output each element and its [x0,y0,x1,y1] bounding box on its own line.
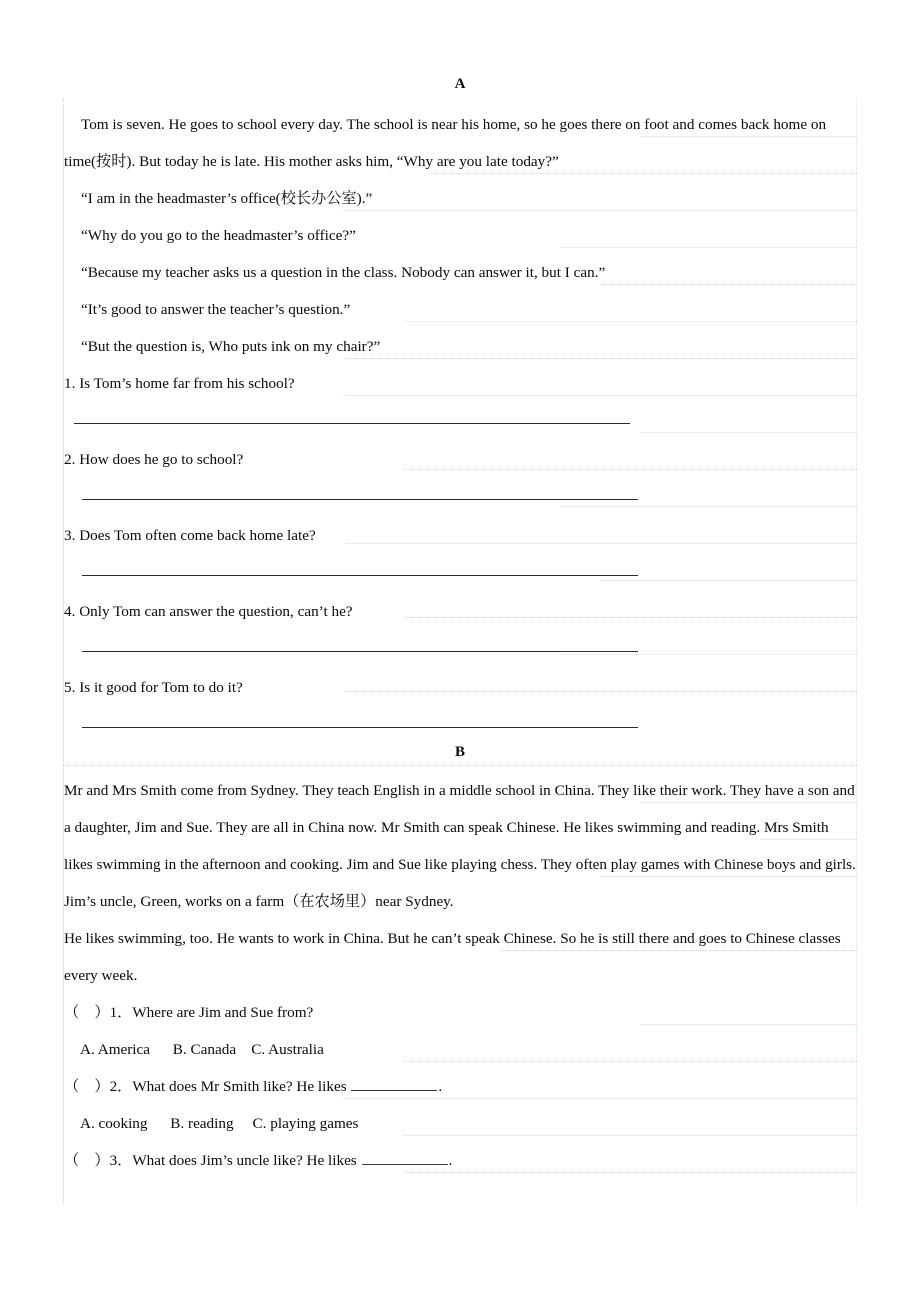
passage-b-paragraph-3: He likes swimming, too. He wants to work in China. But he can’t speak Chinese. So he is still there and goes to Chinese classes every week. [64,930,841,984]
passage-a-paragraph-4: “Because my teacher asks us a question in the class. Nobody can answer it, but I can.” [81,264,606,281]
mc-question-2 [64,1068,856,1105]
answer-line-a-2[interactable] [82,499,638,500]
section-label-b: B [454,744,465,760]
mc-question-2-trailing: . [438,1078,443,1095]
question-a-4: 4. Only Tom can answer the question, can’t he? [64,603,353,620]
mc-question-3-prefix[interactable]: （ ）3． [64,1152,133,1169]
mc-question-1-stem: Where are Jim and Sue from? [132,1004,314,1021]
passage-a-paragraph-3: “Why do you go to the headmaster’s office?” [81,227,356,244]
answer-line-a-4[interactable] [82,651,638,652]
mc-options-1 [64,1031,856,1068]
mc-options-2 [64,1105,856,1142]
mc-option-1-b[interactable]: B. Canada [172,1041,237,1058]
answer-line-a-5[interactable] [82,727,638,728]
mc-question-2-prefix[interactable]: （ ）2． [64,1078,133,1095]
mc-option-2-c[interactable]: C. playing games [252,1115,359,1132]
answer-line-a-1[interactable] [74,423,630,424]
mc-question-1 [64,994,856,1031]
question-a-5: 5. Is it good for Tom to do it? [64,679,243,696]
passage-a-paragraph-5: “It’s good to answer the teacher’s question.” [81,301,351,318]
answer-line-a-3[interactable] [82,575,638,576]
mc-question-1-prefix[interactable]: （ ）1． [64,1004,133,1021]
mc-question-2-blank[interactable] [351,1077,437,1091]
mc-question-3-stem: What does Jim’s uncle like? He likes [132,1152,361,1169]
question-a-3: 3. Does Tom often come back home late? [64,527,316,544]
mc-question-3-blank[interactable] [362,1151,448,1165]
mc-option-2-a[interactable]: A. cooking [80,1115,148,1132]
passage-b-paragraph-1: Mr and Mrs Smith come from Sydney. They teach English in a middle school in China. They like their work. They have a son and a daughter, Jim and Sue. They are all in China now. Mr Smith can speak Chinese. He likes swimming and reading. Mrs Smith likes swimming in the afternoon and cooking. Jim and Sue like playing chess. They often play games with Chinese boys and girls. [64,782,856,873]
mc-option-1-a[interactable]: A. America [80,1041,151,1058]
passage-b-paragraph-2: Jim’s uncle, Green, works on a farm（在农场里）near Sydney. [64,893,454,910]
section-label-a: A [454,76,466,92]
mc-question-2-stem: What does Mr Smith like? He likes [132,1078,351,1095]
passage-a-paragraph-1: Tom is seven. He goes to school every day. The school is near his home, so he goes there on foot and comes back home on time(按时). But today he is late. His mother asks him, “Why are you late today?” [64,116,827,170]
mc-question-3 [64,1142,856,1179]
mc-option-1-c[interactable]: C. Australia [251,1041,324,1058]
passage-a-paragraph-2: “I am in the headmaster’s office(校长办公室).” [81,190,373,207]
worksheet-content [64,64,856,1179]
question-a-1: 1. Is Tom’s home far from his school? [64,375,295,392]
question-a-2: 2. How does he go to school? [64,451,244,468]
passage-a-paragraph-6: “But the question is, Who puts ink on my chair?” [81,338,381,355]
mc-question-3-trailing: . [448,1152,453,1169]
mc-option-2-b[interactable]: B. reading [170,1115,234,1132]
